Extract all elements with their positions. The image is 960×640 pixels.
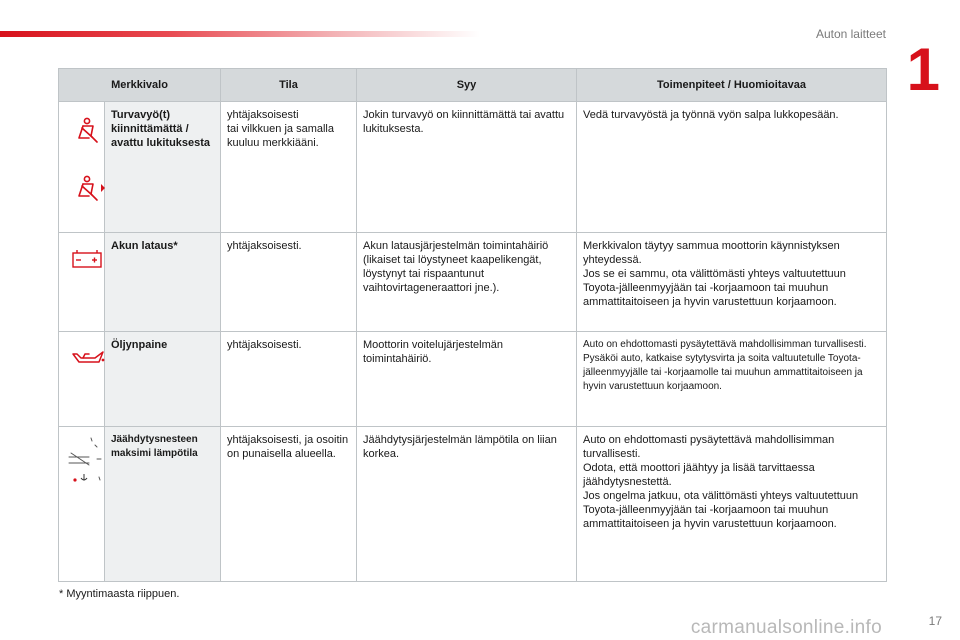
coolant-temperature-icon <box>65 433 111 573</box>
action-text: Auto on ehdottomasti pysäytettävä mahdollisimman turvallisesti. Pysäköi auto, katkaise sytytysvirta ja soita valtuutetulle Toyota-jälleenmyyjälle tai -korjaamolle tai muuhun ammattitaitoiseen ja hyvin varustettuun korjaamoon. <box>577 332 887 427</box>
indicator-name: Öljynpaine <box>105 332 221 427</box>
table-header-row <box>59 69 887 102</box>
column-header-action: Toimenpiteet / Huomioitavaa <box>577 69 887 102</box>
action-text: Vedä turvavyöstä ja työnnä vyön salpa lukkopesään. <box>577 102 887 233</box>
state-text: yhtäjaksoisesti, ja osoitin on punaisella alueella. <box>221 427 357 582</box>
page-number: 17 <box>928 614 942 628</box>
table-row <box>59 332 887 427</box>
oil-can-icon <box>65 338 111 418</box>
table-row <box>59 233 887 332</box>
cause-text: Moottorin voitelujärjestelmän toimintahäiriö. <box>357 332 577 427</box>
icon-cell <box>59 233 105 332</box>
icon-cell <box>59 427 105 582</box>
table-row <box>59 102 887 233</box>
icon-cell <box>59 332 105 427</box>
action-text: Auto on ehdottomasti pysäytettävä mahdollisimman turvallisesti. Odota, että moottori jäähtyy ja lisää tarvittaessa jäähdytysnestettä. Jos ongelma jatkuu, ota välittömästi yhteys valtuutettuun Toyota-jälleenmyyjään tai -korjaamoon tai muuhun ammattitaitoiseen ja hyvin varustettuun korjaamoon. <box>577 427 887 582</box>
cause-text: Jäähdytysjärjestelmän lämpötila on liian korkea. <box>357 427 577 582</box>
column-header-state: Tila <box>221 69 357 102</box>
seatbelt-icon <box>65 108 111 224</box>
indicator-name: Jäähdytysnesteen maksimi lämpötila <box>105 427 221 582</box>
column-header-indicator: Merkkivalo <box>59 69 221 102</box>
chapter-number: 1 <box>906 36 940 103</box>
state-text: yhtäjaksoisesti. <box>221 233 357 332</box>
footnote: * Myyntimaasta riippuen. <box>59 588 180 600</box>
table-row <box>59 427 887 582</box>
battery-icon <box>65 239 111 323</box>
top-accent-bar <box>0 31 480 37</box>
icon-cell <box>59 102 105 233</box>
section-title: Auton laitteet <box>815 27 886 41</box>
indicator-name: Akun lataus* <box>105 233 221 332</box>
warning-lights-table <box>58 68 887 582</box>
state-text: yhtäjaksoisesti tai vilkkuen ja samalla kuuluu merkkiääni. <box>221 102 357 233</box>
column-header-cause: Syy <box>357 69 577 102</box>
cause-text: Jokin turvavyö on kiinnittämättä tai avattu lukituksesta. <box>357 102 577 233</box>
state-text: yhtäjaksoisesti. <box>221 332 357 427</box>
indicator-name: Turvavyö(t) kiinnittämättä / avattu lukituksesta <box>105 102 221 233</box>
cause-text: Akun latausjärjestelmän toimintahäiriö (likaiset tai löystyneet kaapelikengät, löystynyt tai rispaantunut vaihtovirtageneraattori jne.). <box>357 233 577 332</box>
watermark-text: carmanualsonline.info <box>690 617 882 638</box>
action-text: Merkkivalon täytyy sammua moottorin käynnistyksen yhteydessä. Jos se ei sammu, ota välittömästi yhteys valtuutettuun Toyota-jälleenmyyjään tai -korjaamoon tai muuhun ammattitaitoiseen ja hyvin varustettuun korjaamoon. <box>577 233 887 332</box>
